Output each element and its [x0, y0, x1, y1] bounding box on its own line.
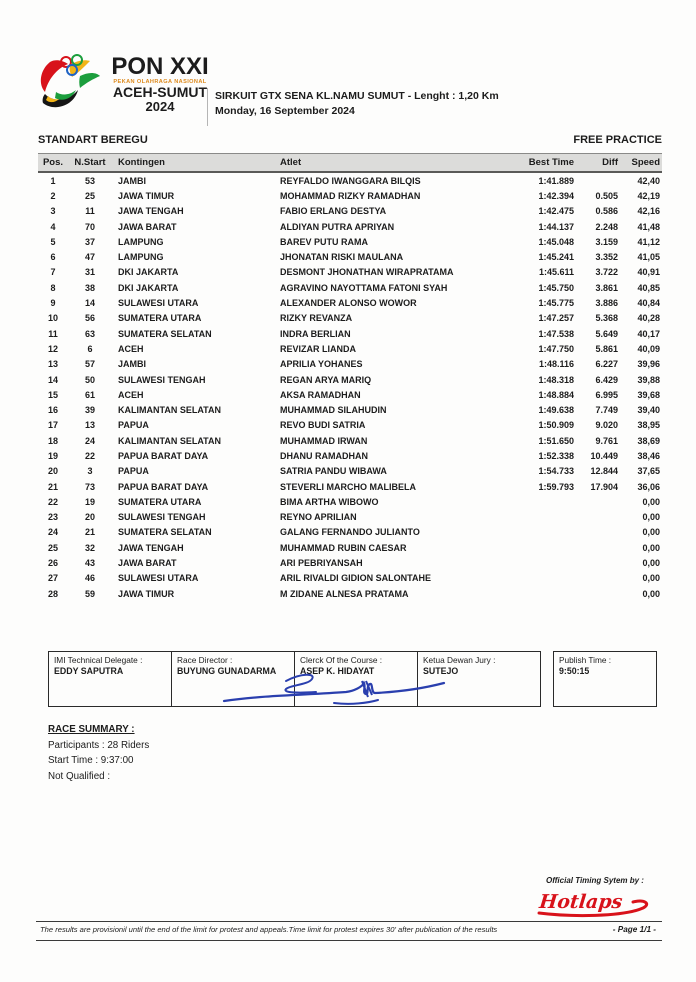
race-summary-not-qualified: Not Qualified :	[48, 770, 111, 782]
cell-pos: 28	[47, 588, 58, 599]
cell-best-time: 1:45.611	[538, 267, 574, 278]
cell-speed: 39,88	[637, 374, 660, 385]
cell-nstart: 11	[85, 206, 95, 217]
table-row	[38, 479, 662, 494]
cell-nstart: 50	[84, 374, 95, 385]
cell-atlet: RIZKY REVANZA	[280, 313, 353, 324]
table-row	[38, 326, 662, 341]
cell-diff: 3.722	[595, 267, 618, 278]
cell-diff: 6.227	[595, 359, 618, 370]
header-divider	[207, 88, 208, 126]
cell-best-time: 1:48.884	[538, 389, 574, 400]
cell-speed: 0,00	[642, 512, 660, 523]
cell-kontingen: JAWA BARAT	[118, 558, 177, 569]
table-row	[38, 311, 662, 326]
cell-pos: 5	[50, 236, 56, 247]
race-summary-start-time: Start Time : 9:37:00	[48, 755, 134, 766]
cell-atlet: REVO BUDI SATRIA	[280, 420, 366, 431]
cell-pos: 23	[47, 512, 58, 523]
cell-pos: 9	[50, 298, 56, 309]
cell-nstart: 25	[84, 190, 95, 201]
cell-nstart: 39	[84, 405, 95, 416]
cell-atlet: BAREV PUTU RAMA	[280, 236, 369, 247]
cell-nstart: 3	[87, 466, 93, 477]
cell-pos: 18	[47, 435, 58, 446]
cell-best-time: 1:51.650	[538, 435, 574, 446]
cell-diff: 0.586	[595, 206, 618, 217]
cell-nstart: 46	[84, 573, 95, 584]
cell-diff: 3.861	[595, 282, 618, 293]
table-header	[38, 153, 662, 173]
cell-pos: 15	[47, 389, 58, 400]
cell-pos: 7	[50, 267, 56, 278]
official-name: BUYUNG GUNADARMA	[177, 666, 277, 676]
footer-note: The results are provisionil until the end of the limit for protest and appeals.Time limit for protest expires 30' after publication of the results	[40, 925, 498, 934]
cell-speed: 36,06	[637, 481, 660, 492]
cell-best-time: 1:47.538	[538, 328, 574, 339]
table-row	[38, 525, 662, 540]
cell-pos: 10	[47, 313, 58, 324]
race-summary	[48, 722, 149, 784]
column-header-speed: Speed	[631, 157, 660, 168]
cell-nstart: 57	[84, 359, 95, 370]
official-label: Race Director :	[177, 655, 233, 665]
cell-speed: 40,28	[637, 313, 660, 324]
cell-best-time: 1:45.750	[538, 282, 574, 293]
cell-diff: 0.505	[595, 190, 618, 201]
official-label: IMI Technical Delegate :	[54, 655, 143, 665]
cell-nstart: 63	[84, 328, 95, 339]
cell-kontingen: DKI JAKARTA	[118, 267, 179, 278]
table-row	[38, 571, 662, 586]
cell-best-time: 1:45.775	[538, 298, 574, 309]
official-box	[48, 651, 171, 707]
pon-subtitle: PEKAN OLAHRAGA NASIONAL	[113, 79, 207, 85]
table-row	[38, 234, 662, 249]
cell-best-time: 1:41.889	[538, 175, 574, 186]
cell-atlet: DHANU RAMADHAN	[280, 450, 368, 461]
cell-nstart: 31	[84, 267, 95, 278]
cell-nstart: 37	[84, 236, 95, 247]
cell-pos: 24	[47, 527, 58, 538]
cell-speed: 42,16	[637, 206, 660, 217]
cell-best-time: 1:45.048	[538, 236, 574, 247]
cell-best-time: 1:47.750	[538, 343, 574, 354]
cell-nstart: 56	[84, 313, 95, 324]
cell-nstart: 73	[84, 481, 95, 492]
event-circuit: SIRKUIT GTX SENA KL.NAMU SUMUT - Lenght : 1,20 Km	[215, 90, 499, 102]
cell-pos: 25	[47, 542, 58, 553]
pon-logo-bird-icon	[36, 52, 108, 124]
cell-kontingen: PAPUA	[118, 420, 149, 431]
pon-logo-text	[110, 53, 210, 124]
cell-best-time: 1:44.137	[538, 221, 574, 232]
cell-kontingen: DKI JAKARTA	[118, 282, 179, 293]
cell-kontingen: KALIMANTAN SELATAN	[118, 405, 221, 416]
session-title: FREE PRACTICE	[573, 134, 662, 146]
cell-best-time: 1:59.793	[538, 481, 574, 492]
footer-rule-top	[36, 921, 662, 922]
cell-diff: 6.429	[595, 374, 618, 385]
cell-best-time: 1:52.338	[538, 450, 574, 461]
official-name: SUTEJO	[423, 666, 459, 676]
cell-atlet: MUHAMMAD IRWAN	[280, 435, 368, 446]
cell-best-time: 1:50.909	[538, 420, 574, 431]
cell-diff: 3.352	[595, 252, 618, 263]
cell-speed: 38,95	[637, 420, 660, 431]
cell-speed: 38,46	[637, 450, 660, 461]
official-box	[171, 651, 294, 707]
cell-pos: 4	[50, 221, 56, 232]
cell-diff: 17.904	[590, 481, 618, 492]
cell-speed: 42,19	[637, 190, 660, 201]
cell-kontingen: PAPUA BARAT DAYA	[118, 481, 209, 492]
cell-atlet: REGAN ARYA MARIQ	[280, 374, 372, 385]
cell-speed: 40,17	[637, 328, 660, 339]
cell-atlet: JHONATAN RISKI MAULANA	[280, 252, 404, 263]
cell-atlet: DESMONT JHONATHAN WIRAPRATAMA	[280, 267, 454, 278]
cell-kontingen: ACEH	[118, 343, 144, 354]
cell-kontingen: PAPUA	[118, 466, 149, 477]
cell-speed: 40,85	[637, 282, 660, 293]
cell-diff: 9.020	[595, 420, 618, 431]
cell-speed: 0,00	[642, 527, 660, 538]
table-row	[38, 494, 662, 509]
cell-speed: 41,05	[637, 252, 660, 263]
cell-kontingen: SUMATERA SELATAN	[118, 328, 212, 339]
cell-kontingen: SUMATERA UTARA	[118, 313, 202, 324]
official-name: ASEP K. HIDAYAT	[300, 666, 375, 676]
cell-kontingen: SUMATERA SELATAN	[118, 527, 212, 538]
cell-nstart: 14	[84, 298, 95, 309]
cell-atlet: REYFALDO IWANGGARA BILQIS	[280, 175, 421, 186]
pon-year: 2024	[145, 99, 175, 114]
cell-diff: 5.649	[595, 328, 618, 339]
cell-kontingen: ACEH	[118, 389, 144, 400]
cell-speed: 0,00	[642, 496, 660, 507]
cell-kontingen: SULAWESI TENGAH	[118, 512, 206, 523]
cell-pos: 26	[47, 558, 58, 569]
page-number: - Page 1/1 -	[612, 925, 656, 934]
cell-atlet: REVIZAR LIANDA	[280, 343, 356, 354]
cell-diff: 12.844	[590, 466, 618, 477]
cell-nstart: 21	[84, 527, 95, 538]
officials-boxes	[48, 651, 541, 707]
cell-nstart: 53	[84, 175, 95, 186]
cell-kontingen: JAWA TENGAH	[118, 206, 184, 217]
cell-kontingen: JAMBI	[118, 359, 147, 370]
publish-time-box	[553, 651, 657, 707]
cell-pos: 14	[47, 374, 58, 385]
table-row	[38, 357, 662, 372]
timing-section	[520, 876, 670, 926]
cell-pos: 8	[50, 282, 56, 293]
table-row	[38, 280, 662, 295]
cell-kontingen: LAMPUNG	[118, 236, 164, 247]
cell-best-time: 1:49.638	[538, 405, 574, 416]
cell-speed: 41,48	[637, 221, 660, 232]
race-summary-title: RACE SUMMARY :	[48, 724, 135, 735]
cell-kontingen: SULAWESI UTARA	[118, 573, 199, 584]
cell-diff: 3.159	[595, 236, 618, 247]
column-header-diff: Diff	[602, 157, 618, 168]
cell-diff: 2.248	[595, 221, 618, 232]
column-header-best-time: Best Time	[528, 157, 574, 168]
svg-text:Hotlaps: Hotlaps	[538, 891, 624, 913]
cell-atlet: M ZIDANE ALNESA PRATAMA	[280, 588, 409, 599]
cell-pos: 20	[47, 466, 58, 477]
table-row	[38, 387, 662, 402]
column-header-kontingen: Kontingen	[118, 157, 165, 168]
cell-kontingen: JAWA TIMUR	[118, 190, 175, 201]
cell-diff: 9.761	[595, 435, 618, 446]
officials-section	[48, 651, 657, 707]
cell-nstart: 24	[84, 435, 95, 446]
column-header-atlet: Atlet	[280, 157, 302, 168]
table-row	[38, 219, 662, 234]
cell-speed: 39,40	[637, 405, 660, 416]
table-row	[38, 418, 662, 433]
cell-atlet: ALEXANDER ALONSO WOWOR	[280, 298, 417, 309]
official-box	[294, 651, 417, 707]
cell-nstart: 43	[84, 558, 95, 569]
cell-kontingen: KALIMANTAN SELATAN	[118, 435, 221, 446]
cell-speed: 42,40	[637, 175, 660, 186]
table-row	[38, 402, 662, 417]
table-row	[38, 204, 662, 219]
category-title: STANDART BEREGU	[38, 134, 148, 146]
cell-pos: 3	[50, 206, 56, 217]
section-heading	[38, 134, 662, 146]
table-row	[38, 555, 662, 570]
race-summary-participants: Participants : 28 Riders	[48, 739, 150, 751]
cell-best-time: 1:45.241	[538, 252, 574, 263]
cell-speed: 38,69	[637, 435, 660, 446]
pon-title: PON XXI	[111, 53, 209, 80]
table-row	[38, 295, 662, 310]
cell-pos: 27	[47, 573, 58, 584]
cell-pos: 11	[48, 328, 58, 339]
cell-atlet: GALANG FERNANDO JULIANTO	[280, 527, 420, 538]
cell-speed: 40,09	[637, 343, 660, 354]
cell-best-time: 1:54.733	[538, 466, 574, 477]
cell-pos: 21	[47, 481, 58, 492]
cell-nstart: 47	[84, 252, 95, 263]
table-row	[38, 341, 662, 356]
cell-pos: 22	[47, 496, 58, 507]
table-row	[38, 265, 662, 280]
cell-pos: 2	[50, 190, 56, 201]
cell-kontingen: JAMBI	[118, 175, 147, 186]
cell-atlet: AKSA RAMADHAN	[280, 389, 361, 400]
cell-atlet: MOHAMMAD RIZKY RAMADHAN	[280, 190, 421, 201]
cell-speed: 0,00	[642, 588, 660, 599]
cell-atlet: ARIL RIVALDI GIDION SALONTAHE	[280, 573, 432, 584]
cell-atlet: BIMA ARTHA WIBOWO	[280, 496, 379, 507]
cell-pos: 16	[47, 405, 58, 416]
cell-diff: 5.368	[595, 313, 618, 324]
cell-speed: 0,00	[642, 542, 660, 553]
cell-diff: 7.749	[595, 405, 618, 416]
cell-pos: 19	[47, 450, 58, 461]
cell-pos: 17	[47, 420, 58, 431]
cell-diff: 6.995	[595, 389, 618, 400]
cell-speed: 0,00	[642, 558, 660, 569]
cell-nstart: 20	[84, 512, 95, 523]
cell-atlet: ALDIYAN PUTRA APRIYAN	[280, 221, 395, 232]
cell-atlet: STEVERLI MARCHO MALIBELA	[280, 481, 416, 492]
results-table	[38, 153, 662, 601]
table-row	[38, 188, 662, 203]
cell-best-time: 1:47.257	[538, 313, 574, 324]
cell-diff: 10.449	[590, 450, 618, 461]
column-header-pos: Pos.	[42, 157, 64, 168]
cell-nstart: 59	[84, 588, 95, 599]
cell-kontingen: LAMPUNG	[118, 252, 164, 263]
table-row	[38, 372, 662, 387]
cell-speed: 40,84	[637, 298, 660, 309]
cell-atlet: ARI PEBRIYANSAH	[280, 558, 363, 569]
cell-atlet: REYNO APRILIAN	[280, 512, 357, 523]
cell-speed: 0,00	[642, 573, 660, 584]
footer-rule-bottom	[36, 940, 662, 941]
cell-nstart: 38	[84, 282, 95, 293]
table-row	[38, 433, 662, 448]
event-info	[215, 89, 499, 119]
cell-kontingen: SUMATERA UTARA	[118, 496, 202, 507]
table-row	[38, 173, 662, 188]
official-name: EDDY SAPUTRA	[54, 666, 124, 676]
official-label: Clerck Of the Course :	[300, 655, 383, 665]
cell-atlet: MUHAMMAD RUBIN CAESAR	[280, 542, 407, 553]
cell-atlet: FABIO ERLANG DESTYA	[280, 206, 387, 217]
cell-kontingen: JAWA TIMUR	[118, 588, 175, 599]
cell-speed: 40,91	[637, 267, 660, 278]
cell-kontingen: JAWA TENGAH	[118, 542, 184, 553]
publish-time-label: Publish Time :	[559, 655, 612, 665]
cell-nstart: 6	[87, 343, 93, 354]
pon-logo	[36, 52, 210, 124]
cell-speed: 39,96	[637, 359, 660, 370]
cell-nstart: 13	[84, 420, 95, 431]
cell-best-time: 1:42.475	[538, 206, 574, 217]
cell-atlet: MUHAMMAD SILAHUDIN	[280, 405, 387, 416]
cell-best-time: 1:48.318	[538, 374, 574, 385]
table-row	[38, 540, 662, 555]
table-row	[38, 249, 662, 264]
cell-pos: 1	[50, 175, 56, 186]
cell-atlet: INDRA BERLIAN	[280, 328, 351, 339]
column-header-nstart: N.Start	[74, 157, 106, 168]
table-row	[38, 510, 662, 525]
official-label: Ketua Dewan Jury :	[423, 655, 496, 665]
cell-speed: 41,12	[637, 236, 660, 247]
cell-atlet: SATRIA PANDU WIBAWA	[280, 466, 387, 477]
cell-atlet: AGRAVINO NAYOTTAMA FATONI SYAH	[280, 282, 448, 293]
official-box	[417, 651, 541, 707]
table-row	[38, 464, 662, 479]
cell-speed: 39,68	[637, 389, 660, 400]
cell-nstart: 22	[84, 450, 95, 461]
cell-atlet: APRILIA YOHANES	[280, 359, 363, 370]
table-row	[38, 586, 662, 601]
timing-label: Official Timing Sytem by :	[546, 876, 644, 885]
cell-nstart: 19	[84, 496, 95, 507]
cell-kontingen: JAWA BARAT	[118, 221, 177, 232]
cell-best-time: 1:48.116	[538, 359, 574, 370]
event-date: Monday, 16 September 2024	[215, 105, 355, 117]
publish-time-value: 9:50:15	[559, 666, 590, 676]
cell-pos: 6	[50, 252, 56, 263]
pon-host: ACEH-SUMUT	[112, 84, 208, 100]
cell-pos: 13	[47, 359, 58, 370]
cell-speed: 37,65	[637, 466, 660, 477]
cell-best-time: 1:42.394	[538, 190, 574, 201]
cell-kontingen: PAPUA BARAT DAYA	[118, 450, 209, 461]
cell-pos: 12	[47, 343, 58, 354]
cell-diff: 5.861	[595, 343, 618, 354]
table-body	[38, 173, 662, 601]
cell-kontingen: SULAWESI TENGAH	[118, 374, 206, 385]
cell-nstart: 61	[84, 389, 95, 400]
hotlaps-logo-icon	[531, 887, 659, 921]
cell-nstart: 32	[84, 542, 95, 553]
cell-nstart: 70	[84, 221, 95, 232]
cell-kontingen: SULAWESI UTARA	[118, 298, 199, 309]
table-row	[38, 448, 662, 463]
cell-diff: 3.886	[595, 298, 618, 309]
